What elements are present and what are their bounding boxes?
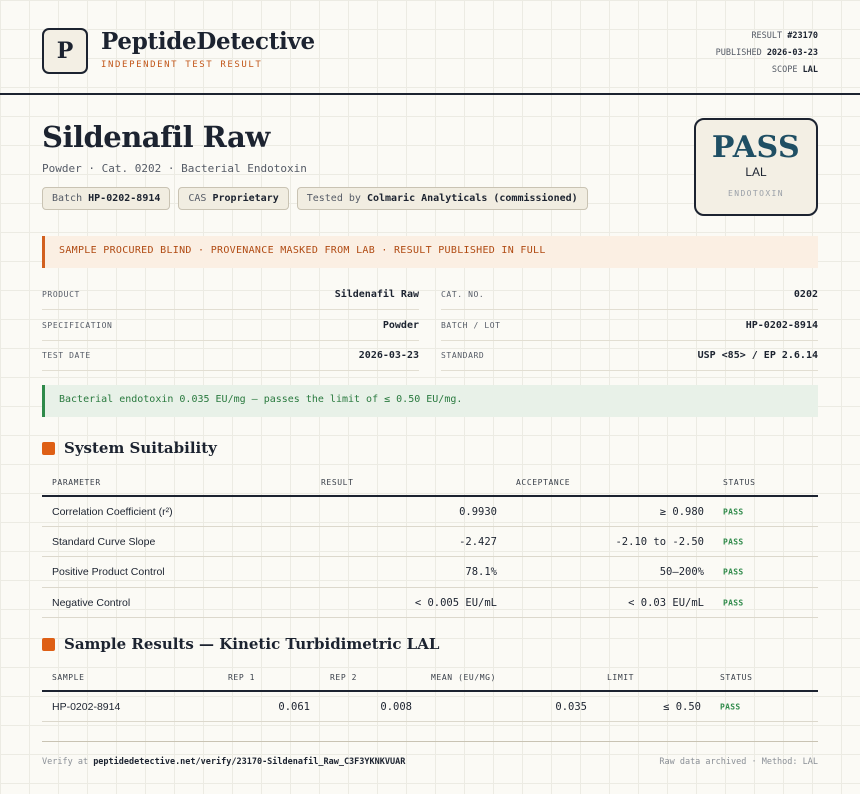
brand-tagline: INDEPENDENT TEST RESULT [101,60,263,70]
scope-label: SCOPE [771,65,798,75]
brand-name: PeptideDetective [101,28,315,55]
result-cell: -2.427 [459,535,497,548]
section-marker-icon [42,638,55,651]
product-subtitle: Powder · Cat. 0202 · Bacterial Endotoxin [42,162,307,175]
chip-label: Tested by [306,193,361,204]
info-label: PRODUCT [42,290,80,299]
sample-results-heading [42,635,439,653]
info-value: Sildenafil Raw [334,289,419,300]
chip-value: HP-0202-8914 [88,193,161,204]
footer-divider [42,741,818,742]
column-header: LIMIT [607,673,635,682]
rep1-cell: 0.061 [278,700,310,713]
verify-link[interactable]: peptidedetective.net/verify/23170-Sildenafil_Raw_C3F3YKNKVUAR [93,757,406,767]
chip-label: Batch [52,193,83,204]
acceptance-cell: < 0.03 EU/mL [628,596,704,609]
info-label: STANDARD [441,351,485,360]
result-cell: 78.1% [465,566,497,578]
product-title: Sildenafil Raw [42,120,270,154]
tested-by-chip [297,187,588,210]
info-value: 0202 [793,289,818,300]
parameter-cell: Negative Control [52,596,131,609]
result-cell: 0.9930 [459,505,497,518]
parameter-cell: Standard Curve Slope [52,535,156,548]
table-header [42,469,818,497]
table-row [42,557,818,588]
system-suitability-heading [42,439,217,457]
column-header: PARAMETER [52,478,101,487]
status-badge: PASS [720,702,741,711]
chip-value: Proprietary [212,193,279,204]
verdict-text: PASS [711,130,801,165]
footer-note: Raw data archived · Method: LAL [659,757,818,767]
header-divider [0,93,860,95]
brand-logo [42,28,88,74]
acceptance-cell: -2.10 to -2.50 [615,535,704,548]
blind-procurement-notice: SAMPLE PROCURED BLIND · PROVENANCE MASKED FROM LAB · RESULT PUBLISHED IN FULL [42,236,818,268]
column-header: REP 2 [330,673,358,682]
published-date: 2026-03-23 [766,48,818,58]
verdict-category: ENDOTOXIN [728,189,784,198]
result-summary: Bacterial endotoxin 0.035 EU/mg — passes the limit of ≤ 0.50 EU/mg. [42,385,818,417]
brand-logo-letter: P [56,38,74,64]
table-row [42,692,818,722]
cas-chip [178,187,288,210]
table-row [42,527,818,557]
result-label: RESULT [751,31,783,41]
info-test-date [42,341,419,371]
rep2-cell: 0.008 [380,700,412,713]
section-title: System Suitability [64,439,217,457]
status-badge: PASS [723,507,744,516]
published-label: PUBLISHED [715,48,762,58]
product-chips [42,187,588,210]
info-value: USP <85> / EP 2.6.14 [697,350,818,361]
parameter-cell: Correlation Coefficient (r²) [52,505,173,518]
column-header: STATUS [723,478,756,487]
chip-value: Colmaric Analyticals (commissioned) [366,193,578,204]
parameter-cell: Positive Product Control [52,566,165,578]
info-label: BATCH / LOT [441,321,501,330]
info-label: CAT. NO. [441,290,485,299]
column-header: SAMPLE [52,673,85,682]
column-header: ACCEPTANCE [516,478,571,487]
chip-label: CAS [188,193,207,204]
info-label: TEST DATE [42,351,91,360]
section-marker-icon [42,442,55,455]
verdict-badge [694,118,818,216]
table-row [42,588,818,618]
batch-chip [42,187,170,210]
info-value: HP-0202-8914 [745,320,818,331]
sample-cell: HP-0202-8914 [52,700,121,713]
info-label: SPECIFICATION [42,321,113,330]
column-header: RESULT [321,478,354,487]
status-badge: PASS [723,537,744,546]
verify-line [42,757,405,767]
table-header [42,664,818,692]
info-specification [42,311,419,341]
result-cell: < 0.005 EU/mL [414,596,497,609]
acceptance-cell: 50–200% [659,566,704,578]
info-standard [441,341,818,371]
verify-label: Verify at [42,757,89,767]
column-header: MEAN (EU/MG) [431,673,496,682]
result-number: #23170 [787,31,818,41]
status-badge: PASS [723,598,744,607]
info-value: Powder [382,320,419,331]
info-batch-lot [441,311,818,341]
limit-cell: ≤ 0.50 [663,700,701,713]
section-title: Sample Results — Kinetic Turbidimetric LAL [64,635,440,653]
info-product [42,280,419,310]
acceptance-cell: ≥ 0.980 [659,505,704,518]
status-badge: PASS [723,567,744,577]
result-meta [716,28,818,79]
column-header: STATUS [720,673,753,682]
system-suitability-table [42,469,818,618]
table-row [42,497,818,527]
scope-value: LAL [802,65,818,75]
info-value: 2026-03-23 [358,350,419,361]
info-cat-no [441,280,818,310]
sample-results-table [42,664,818,722]
mean-cell: 0.035 [555,700,587,713]
verdict-method: LAL [745,165,767,179]
column-header: REP 1 [228,673,256,682]
